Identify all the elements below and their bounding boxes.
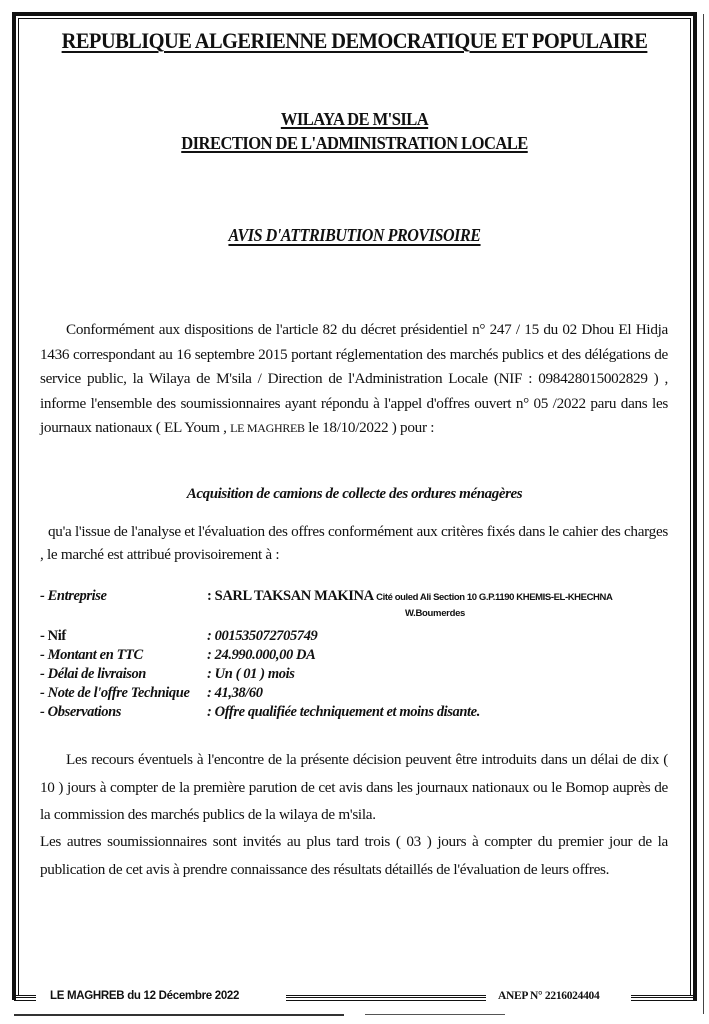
entreprise-name: : SARL TAKSAN MAKINA bbox=[207, 588, 377, 604]
direction-heading: DIRECTION DE L'ADMINISTRATION LOCALE bbox=[181, 133, 528, 153]
adjacent-page-edge bbox=[703, 14, 707, 1014]
tender-object: Acquisition de camions de collecte des ordures ménagères bbox=[186, 486, 523, 502]
notice-title: AVIS D'ATTRIBUTION PROVISOIRE bbox=[228, 225, 481, 245]
row-montant bbox=[40, 647, 680, 667]
footer-rule-right bbox=[631, 995, 697, 1001]
footer-rule-middle bbox=[286, 995, 486, 1001]
row-note bbox=[40, 685, 680, 705]
adjacent-page-edge-bottom bbox=[14, 1014, 344, 1016]
attribution-intro: qu'a l'issue de l'analyse et l'évaluation des offres conformément aux critères fixés dans le cahier des charges , le marché est attribué provisoirement à : bbox=[40, 523, 668, 563]
note-label: - Note de l'offre Technique bbox=[40, 685, 190, 701]
montant-value: : 24.990.000,00 DA bbox=[207, 647, 316, 663]
newspaper-name: LE MAGHREB bbox=[230, 421, 305, 435]
footer-bar bbox=[14, 990, 702, 1010]
note-value: : 41,38/60 bbox=[207, 685, 263, 701]
autres-paragraph: Les autres soumissionnaires sont invités au plus tard trois ( 03 ) jours à compter du premier jour de la publication de cet avis à prendre connaissance des résultats détaillés de l'évaluation de leurs offres. bbox=[40, 833, 668, 878]
entreprise-address-wilaya: W.Boumerdes bbox=[405, 608, 466, 619]
entreprise-value bbox=[207, 588, 612, 605]
row-observations bbox=[40, 704, 680, 724]
observations-label: - Observations bbox=[40, 704, 121, 720]
delai-label: - Délai de livraison bbox=[40, 666, 146, 682]
country-heading: REPUBLIQUE ALGERIENNE DEMOCRATIQUE ET POPULAIRE bbox=[61, 28, 648, 53]
montant-label: - Montant en TTC bbox=[40, 647, 143, 663]
row-delai bbox=[40, 666, 680, 686]
row-nif bbox=[40, 628, 680, 648]
nif-value: : 001535072705749 bbox=[207, 628, 318, 644]
intro-text-end: le 18/10/2022 ) pour : bbox=[304, 419, 435, 436]
publication-info: LE MAGHREB du 12 Décembre 2022 bbox=[50, 990, 240, 1002]
intro-text: Conformément aux dispositions de l'article 82 du décret présidentiel n° 247 / 15 du 02 Dhou El Hidja 1436 correspondant au 16 septembre 2015 portant réglementation des marchés publics et des délégations de service public, la Wilaya de M'sila / Direction de l'Administration Locale (NIF : 098428015002829 ) , informe l'ensemble des soumissionnaires ayant répondu à l'appel d'offres ouvert n° 05 /2022 paru dans les journaux nationaux ( EL Youm , bbox=[40, 321, 668, 436]
authority-heading bbox=[28, 107, 680, 155]
observations-value: : Offre qualifiée techniquement et moins disante. bbox=[207, 704, 480, 720]
footer-rule-left bbox=[14, 995, 36, 1001]
recours-paragraph: Les recours éventuels à l'encontre de la présente décision peuvent être introduits dans un délai de dix ( 10 ) jours à compter de la première parution de cet avis dans les journaux nationaux ou le Bomop auprès de la commission des marchés publics de la wilaya de m'sila. bbox=[40, 751, 668, 823]
adjacent-page-edge-bottom-2 bbox=[365, 1014, 505, 1015]
entreprise-address: Cité ouled Ali Section 10 G.P.1190 KHEMIS-EL-KHECHNA bbox=[376, 592, 613, 603]
intro-paragraph bbox=[40, 318, 668, 441]
row-entreprise bbox=[40, 588, 680, 619]
anep-number: ANEP N° 2216024404 bbox=[498, 990, 600, 1002]
wilaya-heading: WILAYA DE M'SILA bbox=[280, 109, 429, 129]
nif-label: - Nif bbox=[40, 628, 66, 644]
entreprise-label: - Entreprise bbox=[40, 588, 107, 604]
delai-value: : Un ( 01 ) mois bbox=[207, 666, 295, 682]
